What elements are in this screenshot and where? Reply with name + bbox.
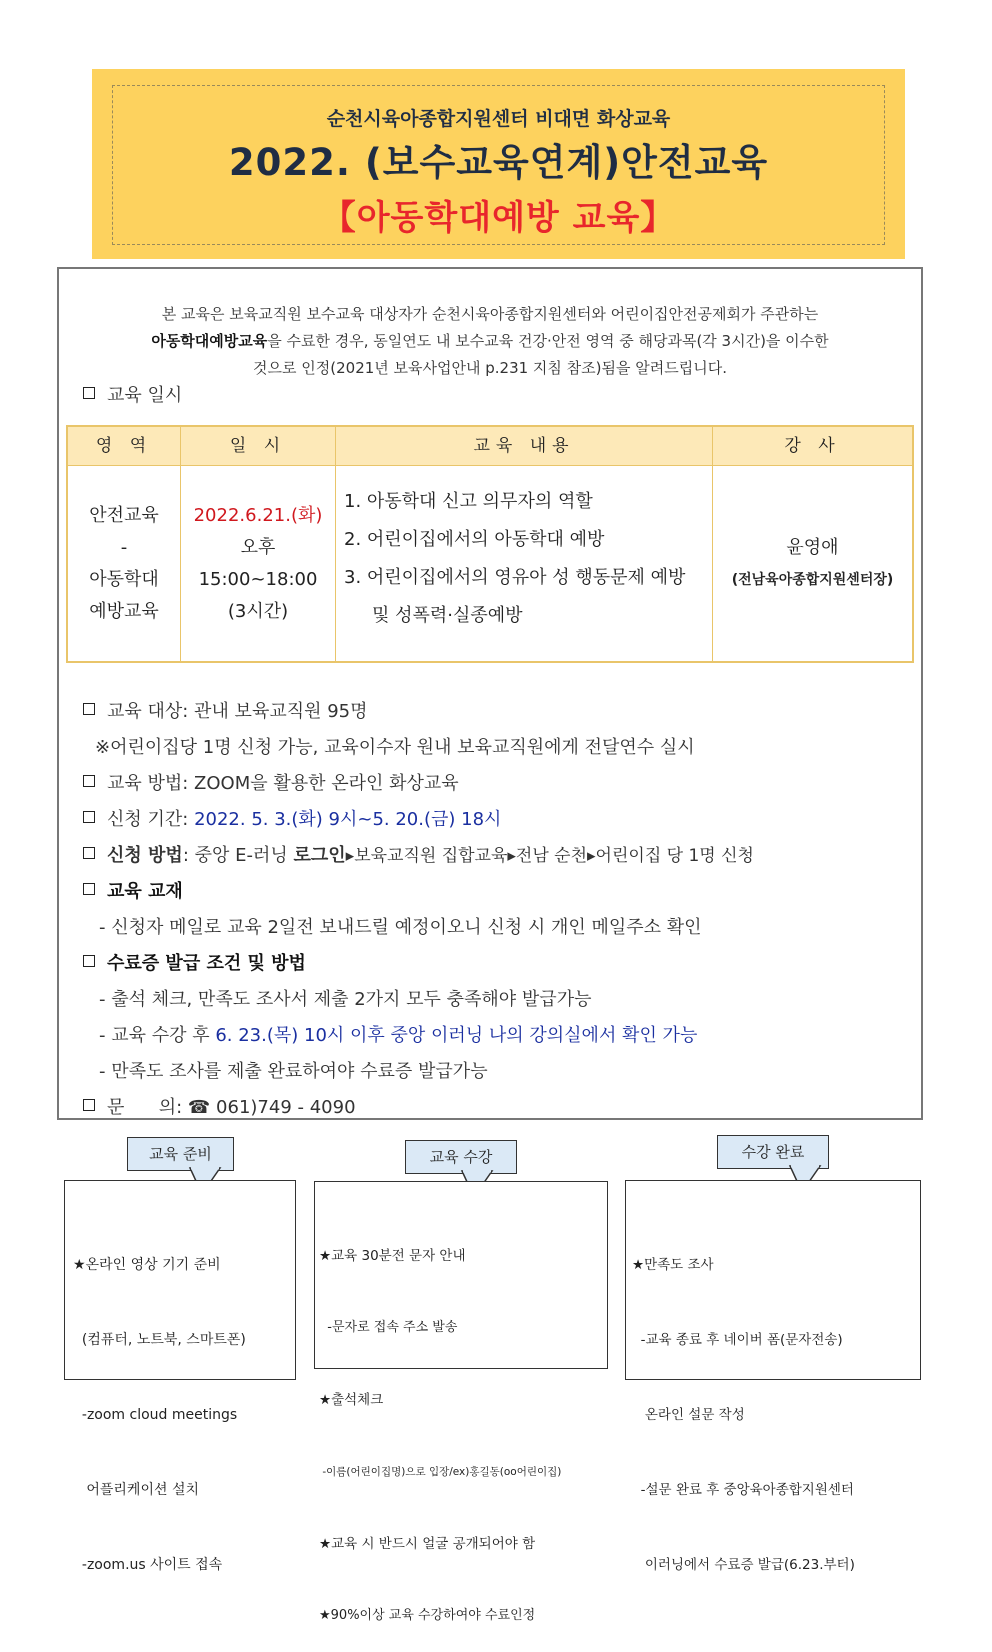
checkbox-bullet-icon [83, 387, 95, 399]
instructor-org: (전남육아종합지원센터장) [731, 572, 894, 588]
content-item: 2. 어린이집에서의 아동학대 예방 [344, 529, 605, 550]
section-textbook: 교육 교재 [83, 877, 183, 903]
checkbox-bullet-icon [83, 883, 95, 895]
checkbox-bullet-icon [83, 847, 95, 859]
col-divider [335, 427, 336, 661]
period-value: 2022. 5. 3.(화) 9시~5. 20.(금) 18시 [194, 809, 502, 830]
col-header-content: 교육 내용 [336, 427, 712, 466]
checkbox-bullet-icon [83, 703, 95, 715]
header-subtitle: 순천시육아종합지원센터 비대면 화상교육 [326, 108, 671, 130]
date-value: 2022.6.21.(화) [193, 505, 323, 526]
cell-area: 안전교육 - 아동학대 예방교육 [89, 505, 159, 622]
intro-line-3: 것으로 인정(2021년 보육사업안내 p.231 지침 참조)됨을 알려드립니다. [253, 359, 727, 377]
schedule-heading: 교육 일시 [107, 385, 183, 406]
step-tag-attendance: 교육 수강 [405, 1140, 517, 1174]
col-header-date: 일 시 [181, 427, 335, 466]
step-note-attendance: ★교육 30분전 문자 안내 -문자로 접속 주소 발송 ★출석체크 -이름(어린이집명)으로 입장/ex)홍길동(oo어린이집) ★교육 시 반드시 얼굴 공개되어야 함 ★90%이상 교육 수강하여야 수료인정 [314, 1181, 608, 1369]
section-target: 교육 대상: 관내 보육교직원 95명 [83, 697, 368, 723]
textbook-note: - 신청자 메일로 교육 2일전 보내드릴 예정이오니 신청 시 개인 메일주소 확인 [99, 917, 702, 938]
section-contact: 문 의: ☎ 061)749 - 4090 [83, 1093, 356, 1119]
cell-date: 2022.6.21.(화) 오후 15:00~18:00 (3시간) [181, 467, 335, 661]
header-red-title: 【아동학대예방 교육】 [321, 198, 676, 238]
step-note-completion: ★만족도 조사 -교육 종료 후 네이버 폼(문자전송) 온라인 설문 작성 -설문 완료 후 중앙육아종합지원센터 이러닝에서 수료증 발급(6.23.부터) [625, 1180, 921, 1380]
header-banner [92, 69, 905, 259]
col-header-area: 영 역 [68, 427, 180, 466]
target-note: ※어린이집당 1명 신청 가능, 교육이수자 원내 보육교직원에게 전달연수 실시 [95, 737, 695, 758]
step-tag-completion: 수강 완료 [717, 1135, 829, 1169]
schedule-table [66, 425, 914, 663]
intro-text [77, 301, 903, 382]
content-item: 1. 아동학대 신고 의무자의 역할 [344, 491, 593, 512]
cert-condition-3: - 만족도 조사를 제출 완료하여야 수료증 발급가능 [99, 1061, 488, 1082]
header-title: 2022. (보수교육연계)안전교육 [228, 141, 769, 184]
section-certificate: 수료증 발급 조건 및 방법 [83, 949, 306, 975]
intro-line-2 [77, 328, 903, 355]
section-schedule [83, 381, 182, 407]
instructor-name: 윤영애 [786, 537, 839, 558]
cell-instructor [713, 467, 912, 661]
content-item: 3. 어린이집에서의 영유아 성 행동문제 예방 [344, 567, 686, 588]
checkbox-bullet-icon [83, 1099, 95, 1111]
intro-bold: 아동학대예방교육 [151, 332, 268, 350]
intro-line-2-rest: 을 수료한 경우, 동일연도 내 보수교육 건강·안전 영역 중 해당과목(각 3시간)을 이수한 [267, 332, 829, 350]
section-method: 교육 방법: ZOOM을 활용한 온라인 화상교육 [83, 769, 459, 795]
header-dashed-frame [112, 85, 885, 245]
cert-condition-2: - 교육 수강 후 6. 23.(목) 10시 이후 중앙 이러닝 나의 강의실에서 확인 가능 [99, 1025, 698, 1046]
checkbox-bullet-icon [83, 811, 95, 823]
main-content-box [57, 267, 923, 1120]
section-period: 신청 기간: 2022. 5. 3.(화) 9시~5. 20.(금) 18시 [83, 805, 501, 831]
intro-line-1: 본 교육은 보육교직원 보수교육 대상자가 순천시육아종합지원센터와 어린이집안전공제회가 주관하는 [161, 305, 819, 323]
checkbox-bullet-icon [83, 775, 95, 787]
cell-content [344, 467, 712, 661]
cert-condition-1: - 출석 체크, 만족도 조사서 제출 2가지 모두 충족해야 발급가능 [99, 989, 592, 1010]
section-apply: 신청 방법: 중앙 E-러닝 로그인▸보육교직원 집합교육▸전남 순천▸어린이집 당 1명 신청 [83, 841, 754, 867]
checkbox-bullet-icon [83, 955, 95, 967]
step-tag-preparation: 교육 준비 [127, 1137, 234, 1171]
content-item: 및 성폭력·실종예방 [372, 605, 523, 626]
step-note-preparation: ★온라인 영상 기기 준비 (컴퓨터, 노트북, 스마트폰) -zoom cloud meetings 어플리케이션 설치 -zoom.us 사이트 접속 [64, 1180, 296, 1380]
col-header-instructor: 강 사 [713, 427, 912, 466]
